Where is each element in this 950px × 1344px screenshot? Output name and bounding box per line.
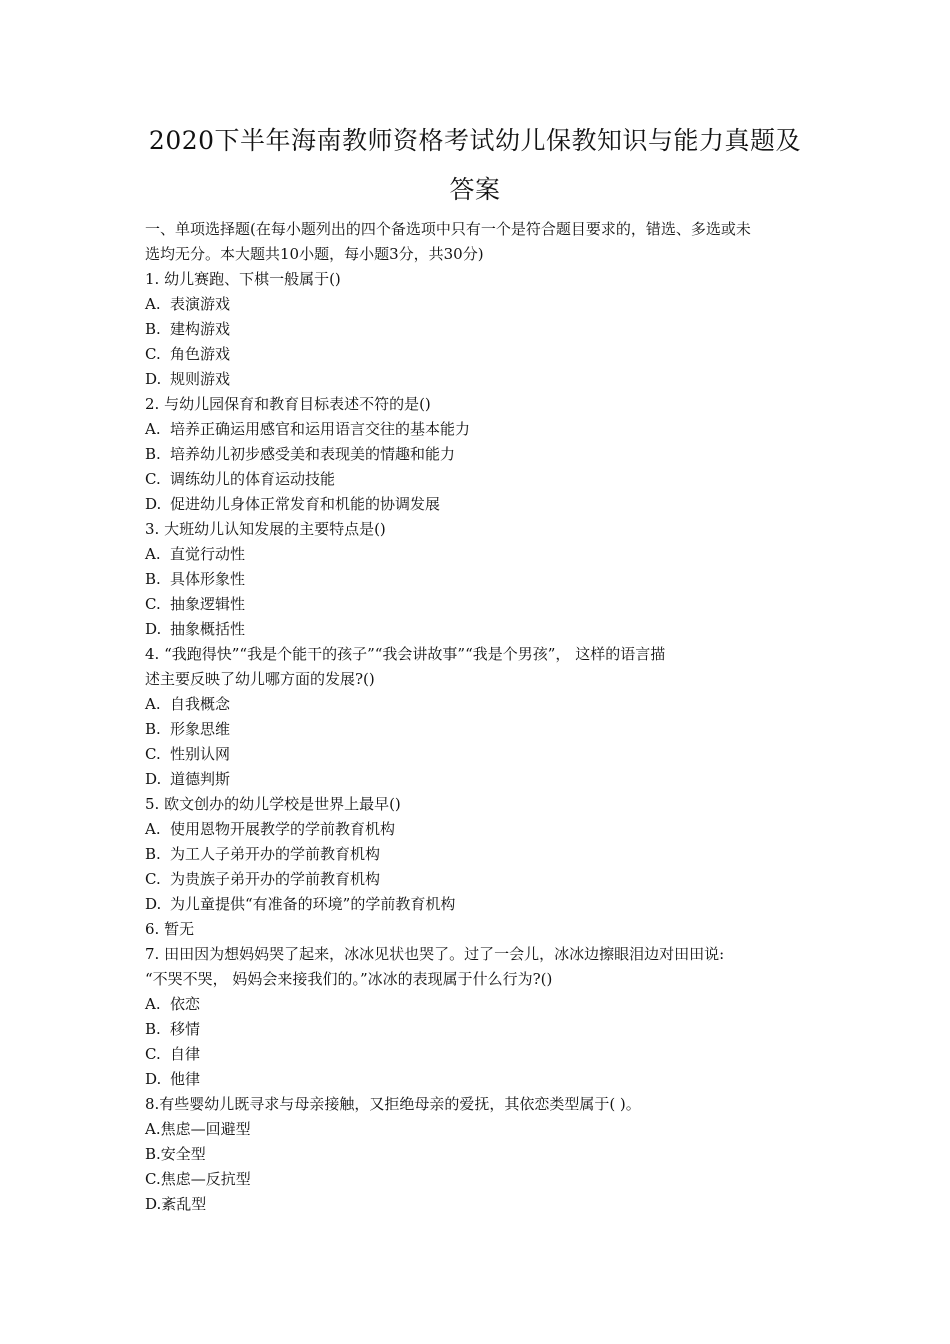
option-key: D. bbox=[145, 620, 162, 638]
option-key: C. bbox=[145, 595, 161, 613]
option-text: 为工人子弟开办的学前教育机构 bbox=[170, 845, 381, 863]
option-text: 道德判斯 bbox=[170, 770, 231, 788]
option bbox=[145, 319, 825, 339]
option bbox=[145, 544, 825, 564]
option-key: A. bbox=[145, 295, 161, 313]
option bbox=[145, 894, 825, 914]
option-text: 培养幼儿初步感受美和表现美的情趣和能力 bbox=[170, 445, 456, 463]
option-text: 使用恩物开展教学的学前教育机构 bbox=[170, 820, 396, 838]
option-text: 自我概念 bbox=[170, 695, 231, 713]
option bbox=[145, 1019, 825, 1039]
question-stem: 2. 与幼儿园保育和教育目标表述不符的是() bbox=[145, 395, 431, 413]
option-text: 为贵族子弟开办的学前教育机构 bbox=[170, 870, 381, 888]
option-text: 自律 bbox=[170, 1045, 201, 1063]
option-key: A. bbox=[145, 820, 161, 838]
option-text: 规则游戏 bbox=[170, 370, 231, 388]
option-text: 促进幼儿身体正常发育和机能的协调发展 bbox=[170, 495, 441, 513]
option bbox=[145, 994, 825, 1014]
question-stem: 3. 大班幼儿认知发展的主要特点是() bbox=[145, 520, 386, 538]
question-stem-continued: “不哭不哭， 妈妈会来接我们的。”冰冰的表现属于什么行为?() bbox=[145, 970, 553, 988]
question-stem: 8.有些婴幼儿既寻求与母亲接触，又拒绝母亲的爱抚，其依恋类型属于( )。 bbox=[145, 1095, 641, 1113]
option bbox=[145, 344, 825, 364]
option-key: B. bbox=[145, 845, 161, 863]
section-header-continued: 选均无分。本大题共10小题，每小题3分，共30分) bbox=[145, 245, 484, 263]
option-key: D. bbox=[145, 1070, 162, 1088]
option-text: 角色游戏 bbox=[170, 345, 231, 363]
option-key: A. bbox=[145, 695, 161, 713]
option-text: 移情 bbox=[170, 1020, 201, 1038]
option bbox=[145, 619, 825, 639]
question-stem: 6. 暂无 bbox=[145, 920, 195, 938]
document-title-continued: 答案 bbox=[449, 175, 501, 204]
option-key: C. bbox=[145, 470, 161, 488]
question-stem: 7. 田田因为想妈妈哭了起来，冰冰见状也哭了。过了一会儿，冰冰边擦眼泪边对田田说: bbox=[145, 945, 725, 963]
option-key: C. bbox=[145, 870, 161, 888]
option-key: D. bbox=[145, 895, 162, 913]
option: C.焦虑—反抗型 bbox=[145, 1170, 251, 1188]
option-key: A. bbox=[145, 995, 161, 1013]
question-stem: 1. 幼儿赛跑、下棋一般属于() bbox=[145, 270, 341, 288]
option-text: 培养正确运用感官和运用语言交往的基本能力 bbox=[170, 420, 471, 438]
option-text: 直觉行动性 bbox=[170, 545, 246, 563]
option-key: C. bbox=[145, 745, 161, 763]
option-text: 为儿童提供“有准备的环境”的学前教育机构 bbox=[170, 895, 456, 913]
option-text: 抽象逻辑性 bbox=[170, 595, 246, 613]
option bbox=[145, 469, 825, 489]
question-stem: 4. “我跑得快”“我是个能干的孩子”“我会讲故事”“我是个男孩”， 这样的语言描 bbox=[145, 645, 666, 663]
option-text: 建构游戏 bbox=[170, 320, 231, 338]
option-key: B. bbox=[145, 320, 161, 338]
option bbox=[145, 419, 825, 439]
option bbox=[145, 569, 825, 589]
document-title: 2020下半年海南教师资格考试幼儿保教知识与能力真题及 bbox=[148, 126, 802, 155]
option bbox=[145, 844, 825, 864]
option-text: 表演游戏 bbox=[170, 295, 231, 313]
option bbox=[145, 769, 825, 789]
option bbox=[145, 719, 825, 739]
option-key: B. bbox=[145, 1020, 161, 1038]
option bbox=[145, 1069, 825, 1089]
option bbox=[145, 444, 825, 464]
option: D.紊乱型 bbox=[145, 1195, 207, 1213]
option bbox=[145, 594, 825, 614]
option-key: B. bbox=[145, 570, 161, 588]
section-header: 一、单项选择题(在每小题列出的四个备选项中只有一个是符合题目要求的，错选、多选或未 bbox=[145, 220, 751, 238]
option: B.安全型 bbox=[145, 1145, 206, 1163]
option bbox=[145, 694, 825, 714]
option-text: 调练幼儿的体育运动技能 bbox=[170, 470, 336, 488]
option bbox=[145, 819, 825, 839]
option bbox=[145, 369, 825, 389]
option-text: 具体形象性 bbox=[170, 570, 246, 588]
option-key: B. bbox=[145, 720, 161, 738]
question-stem-continued: 述主要反映了幼儿哪方面的发展?() bbox=[145, 670, 375, 688]
option bbox=[145, 869, 825, 889]
option-text: 依恋 bbox=[170, 995, 201, 1013]
option-key: D. bbox=[145, 495, 162, 513]
option bbox=[145, 294, 825, 314]
option-key: D. bbox=[145, 370, 162, 388]
option-key: A. bbox=[145, 545, 161, 563]
option bbox=[145, 1044, 825, 1064]
option-key: C. bbox=[145, 345, 161, 363]
option-text: 形象思维 bbox=[170, 720, 231, 738]
option-key: A. bbox=[145, 420, 161, 438]
option-key: C. bbox=[145, 1045, 161, 1063]
option bbox=[145, 744, 825, 764]
option-text: 抽象概括性 bbox=[170, 620, 246, 638]
option: A.焦虑—回避型 bbox=[145, 1120, 251, 1138]
option-key: B. bbox=[145, 445, 161, 463]
option-key: D. bbox=[145, 770, 162, 788]
option-text: 性别认网 bbox=[170, 745, 231, 763]
option bbox=[145, 494, 825, 514]
option-text: 他律 bbox=[170, 1070, 201, 1088]
question-stem: 5. 欧文创办的幼儿学校是世界上最早() bbox=[145, 795, 401, 813]
